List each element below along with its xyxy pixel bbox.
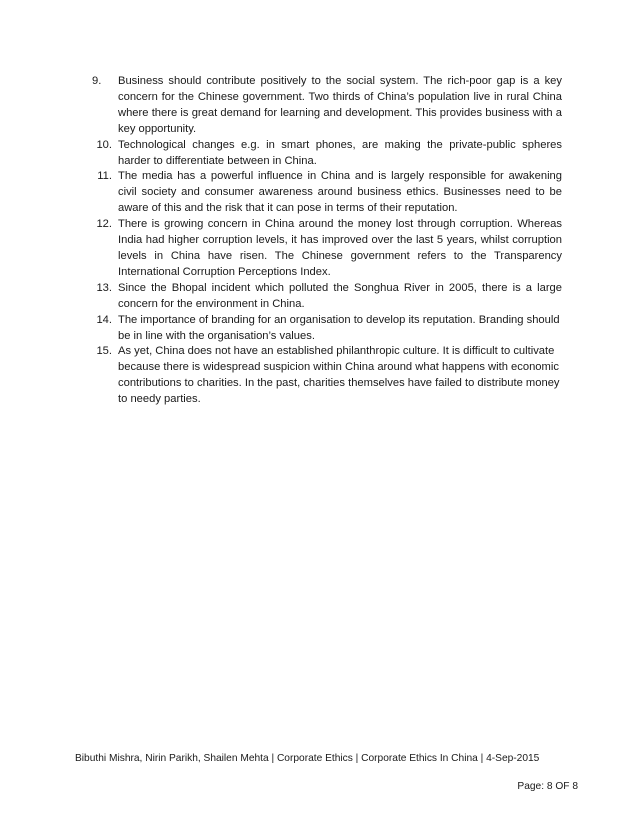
- footer-authors-line: Bibuthi Mishra, Nirin Parikh, Shailen Mehta | Corporate Ethics | Corporate Ethics In China | 4-Sep-2015: [75, 753, 540, 764]
- item-number: 9.: [92, 75, 102, 87]
- list-item: [80, 281, 562, 313]
- item-text: The importance of branding for an organisation to develop its reputation. Branding should be in line with the organisation’s values.: [118, 313, 560, 342]
- item-number: 13.: [96, 281, 112, 294]
- item-number: 15.: [96, 345, 112, 358]
- item-number: 12.: [96, 218, 112, 231]
- item-text: Technological changes e.g. in smart phones, are making the private-public spheres harder to differentiate between in China.: [118, 138, 562, 167]
- item-text: Since the Bhopal incident which polluted the Songhua River in 2005, there is a large concern for the environment in China.: [118, 281, 562, 310]
- item-text: There is growing concern in China around the money lost through corruption. Whereas India had higher corruption levels, it has improved over the last 5 years, whilst corruption levels in China have risen. The Chinese government refers to the Transparency International Corruption Perceptions Index.: [118, 218, 562, 278]
- list-item: [80, 74, 562, 138]
- item-number: 14.: [96, 313, 112, 326]
- list-item: [80, 313, 562, 345]
- item-text: As yet, China does not have an established philanthropic culture. It is difficult to cultivate because there is widespread suspicion within China around what happens with economic contributions to charities. In the past, charities themselves have failed to distribute money to needy parties.: [118, 345, 560, 406]
- item-number: 11.: [97, 170, 112, 183]
- page-number: Page: 8 OF 8: [517, 781, 578, 792]
- list-item: [80, 217, 562, 281]
- item-text: Business should contribute positively to the social system. The rich-poor gap is a key concern for the Chinese government. Two thirds of China’s population live in rural China where there is great demand for learning and development. This provides business with a key opportunity.: [118, 75, 562, 135]
- item-text: The media has a powerful influence in China and is largely responsible for awakening civil society and consumer awareness around business ethics. Businesses need to be aware of this and the risk that it can pose in terms of their reputation.: [118, 170, 562, 215]
- list-item: [80, 138, 562, 170]
- list-item: [80, 169, 562, 217]
- numbered-list: [80, 74, 562, 408]
- list-item: [80, 344, 562, 408]
- item-number: 10.: [96, 138, 112, 151]
